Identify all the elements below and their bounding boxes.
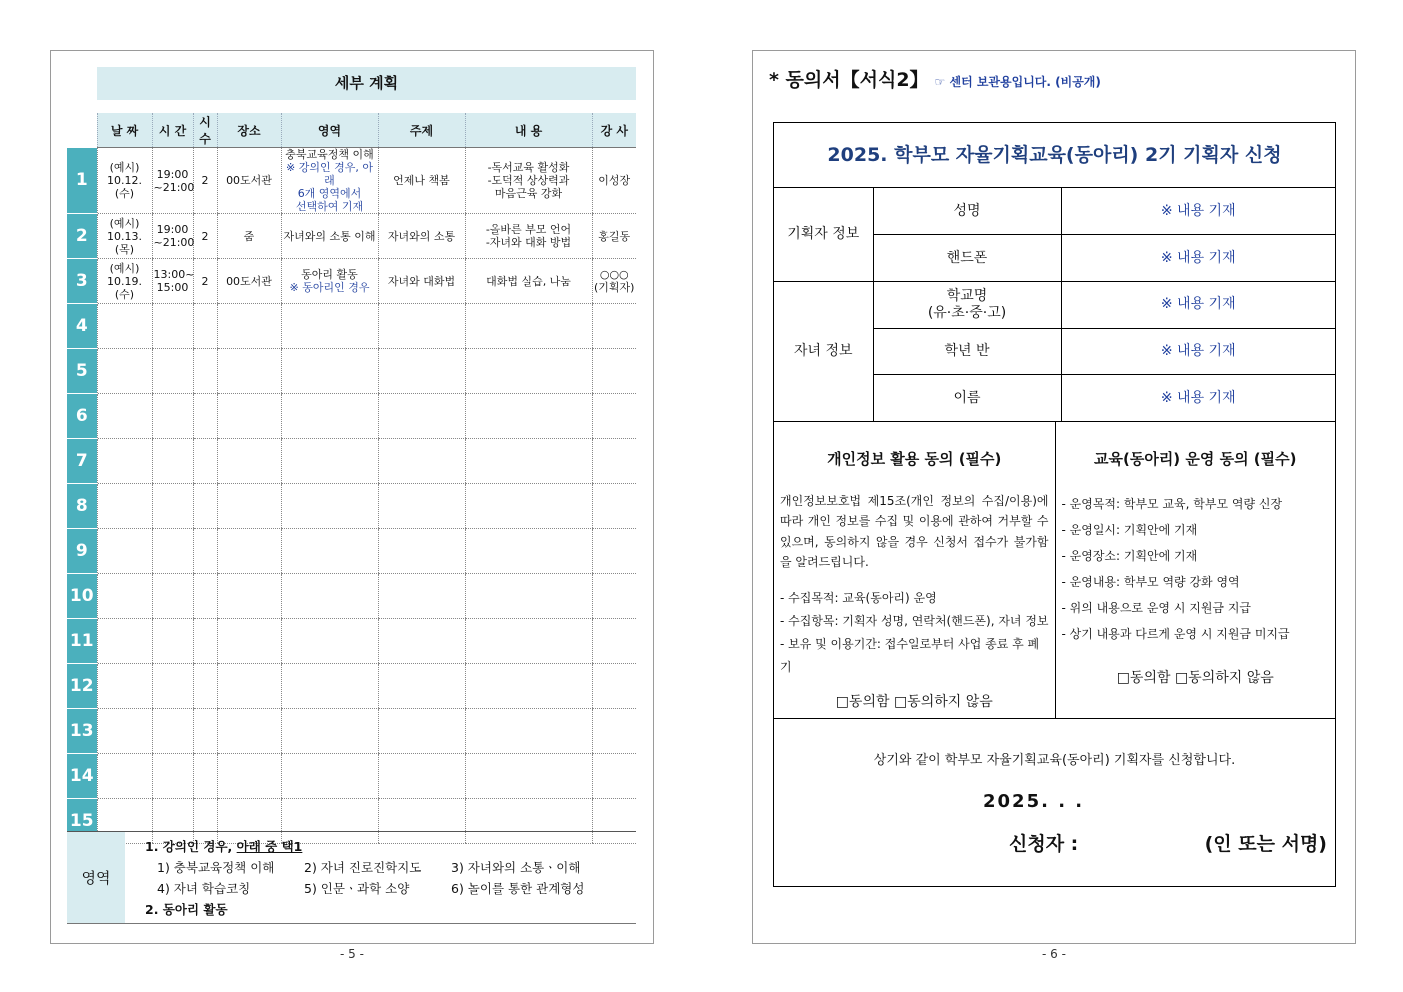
- cell-instructor[interactable]: [592, 664, 636, 709]
- operation-consent-list: [1062, 491, 1330, 647]
- applicant-label: 신청자 :: [1009, 832, 1079, 855]
- row-number: 14: [67, 754, 97, 799]
- cell-content[interactable]: -독서교육 활성화 -도덕적 상상력과 마음근육 강화: [465, 148, 592, 214]
- list-item: - 위의 내용으로 운영 시 지원금 지급: [1061, 600, 1252, 615]
- cell-content[interactable]: [465, 349, 592, 394]
- column-header: 주제: [378, 113, 465, 148]
- cell-instructor[interactable]: [592, 619, 636, 664]
- column-header: 시수: [193, 113, 217, 148]
- area-box: [67, 831, 636, 924]
- info-table: [774, 188, 1335, 422]
- cell-place[interactable]: [217, 664, 281, 709]
- column-header: 시 간: [152, 113, 193, 148]
- cell-place[interactable]: 00도서관: [217, 148, 281, 214]
- cell-topic[interactable]: 자녀와 대화법: [378, 259, 465, 304]
- cell-instructor[interactable]: [592, 439, 636, 484]
- table-row: [67, 709, 636, 754]
- list-item: - 운영내용: 학부모 역량 강화 영역: [1061, 574, 1240, 589]
- cell-topic[interactable]: [378, 574, 465, 619]
- cell-topic[interactable]: [378, 349, 465, 394]
- privacy-consent: [774, 422, 1055, 718]
- list-item: - 운영일시: 기획안에 기재: [1061, 522, 1198, 537]
- cell-place[interactable]: [217, 304, 281, 349]
- cell-content[interactable]: [465, 664, 592, 709]
- cell-hours[interactable]: [193, 484, 217, 529]
- cell-area[interactable]: [281, 484, 378, 529]
- row-number: 12: [67, 664, 97, 709]
- field-value[interactable]: ※ 내용 기재: [1061, 328, 1335, 375]
- cell-date[interactable]: (예시) 10.13.(목): [97, 214, 152, 259]
- cell-time[interactable]: 13:00~ 15:00: [152, 259, 193, 304]
- cell-instructor[interactable]: [592, 754, 636, 799]
- privacy-consent-list: [780, 587, 1049, 679]
- column-header: 영역: [281, 113, 378, 148]
- cell-content[interactable]: [465, 709, 592, 754]
- cell-place[interactable]: 줌: [217, 214, 281, 259]
- cell-place[interactable]: [217, 709, 281, 754]
- planner-info-label: 기획자 정보: [774, 188, 873, 281]
- field-label: 핸드폰: [873, 235, 1061, 282]
- field-label: 성명: [873, 188, 1061, 235]
- cell-place[interactable]: [217, 754, 281, 799]
- cell-content[interactable]: [465, 439, 592, 484]
- area-items-row-2: [145, 878, 584, 899]
- table-row: [67, 754, 636, 799]
- cell-instructor[interactable]: [592, 304, 636, 349]
- cell-hours[interactable]: [193, 529, 217, 574]
- cell-instructor[interactable]: [592, 574, 636, 619]
- area-note: ※ 동아리인 경우: [289, 281, 370, 294]
- row-number: 10: [67, 574, 97, 619]
- cell-date[interactable]: (예시) 10.12.(수): [97, 148, 152, 214]
- cell-instructor[interactable]: [592, 529, 636, 574]
- cell-content[interactable]: [465, 304, 592, 349]
- cell-hours[interactable]: 2: [193, 214, 217, 259]
- list-item: - 운영목적: 학부모 교육, 학부모 역량 신장: [1061, 496, 1283, 511]
- signature-section: [774, 719, 1335, 887]
- column-header: 강 사: [592, 113, 636, 148]
- cell-hours[interactable]: [193, 574, 217, 619]
- cell-area[interactable]: [281, 754, 378, 799]
- privacy-consent-title: 개인정보 활용 동의 (필수): [827, 449, 1002, 468]
- row-number: 3: [67, 259, 97, 304]
- privacy-consent-body: 개인정보보호법 제15조(개인 정보의 수집/이용)에 따라 개인 정보를 수집 및 이용에 관하여 거부할 수 있으며, 동의하지 않을 경우 신청서 접수가 불가함을 알려드립니다.: [780, 493, 1049, 570]
- cell-time[interactable]: [152, 619, 193, 664]
- cell-area[interactable]: [281, 148, 378, 214]
- cell-topic[interactable]: [378, 664, 465, 709]
- cell-hours[interactable]: [193, 664, 217, 709]
- field-label: 학교명 (유·초·중·고): [873, 281, 1061, 328]
- area-item: 5) 인문ㆍ과학 소양: [304, 881, 410, 896]
- cell-date[interactable]: [97, 754, 152, 799]
- table-row: [67, 349, 636, 394]
- cell-time[interactable]: 19:00 ~21:00: [152, 214, 193, 259]
- cell-content[interactable]: [465, 484, 592, 529]
- cell-hours[interactable]: [193, 394, 217, 439]
- area-item: 4) 자녀 학습코칭: [157, 881, 251, 896]
- child-info-label: 자녀 정보: [774, 281, 873, 421]
- cell-date[interactable]: [97, 394, 152, 439]
- cell-hours[interactable]: [193, 754, 217, 799]
- table-row: [67, 214, 636, 259]
- row-number: 5: [67, 349, 97, 394]
- cell-date[interactable]: [97, 574, 152, 619]
- header-blank: [67, 113, 97, 148]
- plan-table: [67, 113, 636, 844]
- cell-content[interactable]: 대화법 실습, 나눔: [465, 259, 592, 304]
- cell-time[interactable]: [152, 754, 193, 799]
- form-title: 2025. 학부모 자율기획교육(동아리) 2기 기획자 신청: [774, 123, 1335, 188]
- list-item: - 보유 및 이용기간: 접수일로부터 사업 종료 후 폐기: [780, 636, 1040, 674]
- area-item: 1) 충북교육정책 이해: [157, 860, 275, 875]
- list-item: - 상기 내용과 다르게 운영 시 지원금 미지급: [1061, 626, 1290, 641]
- cell-instructor[interactable]: [592, 349, 636, 394]
- table-row: [67, 664, 636, 709]
- row-number: 11: [67, 619, 97, 664]
- cell-content[interactable]: [465, 754, 592, 799]
- row-number: 4: [67, 304, 97, 349]
- cell-time[interactable]: [152, 304, 193, 349]
- page-number-5: - 5 -: [340, 947, 364, 961]
- cell-place[interactable]: [217, 439, 281, 484]
- row-number: 9: [67, 529, 97, 574]
- cell-area[interactable]: [281, 304, 378, 349]
- page-6: [752, 50, 1356, 944]
- cell-date[interactable]: (예시) 10.19.(수): [97, 259, 152, 304]
- field-label: 이름: [873, 375, 1061, 422]
- row-number: 7: [67, 439, 97, 484]
- area-label: 영역: [67, 832, 125, 923]
- application-date[interactable]: 2025. . .: [983, 790, 1085, 812]
- table-row: [67, 439, 636, 484]
- cell-area[interactable]: [281, 709, 378, 754]
- operation-consent-title: 교육(동아리) 운영 동의 (필수): [1094, 449, 1297, 468]
- cell-hours[interactable]: [193, 304, 217, 349]
- cell-topic[interactable]: [378, 619, 465, 664]
- cell-topic[interactable]: [378, 754, 465, 799]
- field-value[interactable]: ※ 내용 기재: [1061, 235, 1335, 282]
- cell-area[interactable]: [281, 574, 378, 619]
- list-item: - 운영장소: 기획안에 기재: [1061, 548, 1198, 563]
- row-number: 8: [67, 484, 97, 529]
- info-row: [774, 281, 1335, 328]
- area-item: 2) 자녀 진로진학지도: [304, 860, 422, 875]
- cell-content[interactable]: [465, 574, 592, 619]
- cell-time[interactable]: [152, 484, 193, 529]
- cell-area[interactable]: [281, 259, 378, 304]
- field-value[interactable]: ※ 내용 기재: [1061, 375, 1335, 422]
- cell-area[interactable]: [281, 664, 378, 709]
- cell-area[interactable]: [281, 394, 378, 439]
- area-line-1-prefix: 1. 강의인 경우,: [145, 839, 237, 854]
- consent-section: [774, 422, 1335, 719]
- cell-topic[interactable]: [378, 439, 465, 484]
- page-5: [50, 50, 654, 944]
- cell-time[interactable]: [152, 664, 193, 709]
- cell-instructor[interactable]: [592, 484, 636, 529]
- cell-place[interactable]: [217, 349, 281, 394]
- area-line-1-underline: 아래 중 택1: [236, 839, 303, 854]
- heading-note: ☞ 센터 보관용입니다. (비공개): [934, 75, 1101, 89]
- operation-consent: [1055, 422, 1336, 718]
- cell-date[interactable]: [97, 439, 152, 484]
- cell-instructor[interactable]: ○○○ (기획자): [592, 259, 636, 304]
- table-row: [67, 394, 636, 439]
- cell-topic[interactable]: 자녀와의 소통: [378, 214, 465, 259]
- row-number: 13: [67, 709, 97, 754]
- cell-date[interactable]: [97, 664, 152, 709]
- field-value[interactable]: ※ 내용 기재: [1061, 188, 1335, 235]
- cell-topic[interactable]: [378, 304, 465, 349]
- cell-instructor[interactable]: 이성장: [592, 148, 636, 214]
- cell-instructor[interactable]: [592, 709, 636, 754]
- row-number: 1: [67, 148, 97, 214]
- operation-consent-checkboxes[interactable]: □동의함 □동의하지 않음: [1116, 669, 1274, 686]
- cell-area[interactable]: [281, 529, 378, 574]
- seal-label[interactable]: (인 또는 서명): [1204, 832, 1327, 855]
- cell-time[interactable]: [152, 349, 193, 394]
- area-note: ※ 강의인 경우, 아래 6개 영역에서 선택하여 기재: [286, 161, 373, 213]
- area-line-2: 2. 동아리 활동: [145, 902, 228, 917]
- table-row: [67, 529, 636, 574]
- cell-date[interactable]: [97, 709, 152, 754]
- cell-hours[interactable]: [193, 439, 217, 484]
- cell-date[interactable]: [97, 619, 152, 664]
- cell-hours[interactable]: 2: [193, 259, 217, 304]
- plan-header-row: [67, 113, 636, 148]
- cell-hours[interactable]: 2: [193, 148, 217, 214]
- area-item: 6) 놀이를 통한 관계형성: [451, 881, 585, 896]
- cell-content[interactable]: [465, 394, 592, 439]
- cell-place[interactable]: [217, 529, 281, 574]
- area-line-1: [145, 836, 584, 857]
- cell-topic[interactable]: 언제나 책봄: [378, 148, 465, 214]
- consent-form: [773, 122, 1336, 887]
- cell-topic[interactable]: [378, 394, 465, 439]
- cell-area[interactable]: [281, 349, 378, 394]
- cell-topic[interactable]: [378, 484, 465, 529]
- area-main: 동아리 활동: [301, 268, 358, 281]
- field-value[interactable]: ※ 내용 기재: [1061, 281, 1335, 328]
- cell-date[interactable]: [97, 529, 152, 574]
- area-main: 자녀와의 소통 이해: [283, 229, 376, 243]
- row-number: 2: [67, 214, 97, 259]
- table-row: [67, 259, 636, 304]
- cell-topic[interactable]: [378, 709, 465, 754]
- cell-hours[interactable]: [193, 709, 217, 754]
- cell-content[interactable]: -올바른 부모 언어 -자녀와 대화 방법: [465, 214, 592, 259]
- area-items-row-1: [145, 857, 584, 878]
- cell-place[interactable]: [217, 394, 281, 439]
- page-number-6: - 6 -: [1042, 947, 1066, 961]
- cell-instructor[interactable]: 홍길동: [592, 214, 636, 259]
- cell-time[interactable]: [152, 439, 193, 484]
- cell-date[interactable]: [97, 349, 152, 394]
- cell-date[interactable]: [97, 484, 152, 529]
- cell-area[interactable]: [281, 214, 378, 259]
- consent-heading-text: * 동의서【서식2】: [769, 69, 929, 91]
- plan-title: 세부 계획: [97, 67, 636, 100]
- application-statement: 상기와 같이 학부모 자율기획교육(동아리) 기획자를 신청합니다.: [873, 752, 1236, 768]
- cell-topic[interactable]: [378, 529, 465, 574]
- table-row: [67, 148, 636, 214]
- cell-time[interactable]: [152, 394, 193, 439]
- row-number: 6: [67, 394, 97, 439]
- list-item: - 수집목적: 교육(동아리) 운영: [780, 590, 937, 605]
- cell-place[interactable]: [217, 574, 281, 619]
- cell-time[interactable]: [152, 709, 193, 754]
- field-label: 학년 반: [873, 328, 1061, 375]
- consent-heading: [769, 65, 1101, 92]
- area-main: 충북교육정책 이해: [285, 148, 374, 161]
- info-row: [774, 188, 1335, 235]
- column-header: 내 용: [465, 113, 592, 148]
- cell-hours[interactable]: [193, 619, 217, 664]
- area-content: [125, 832, 584, 923]
- cell-area[interactable]: [281, 439, 378, 484]
- cell-area[interactable]: [281, 619, 378, 664]
- table-row: [67, 574, 636, 619]
- column-header: 날 짜: [97, 113, 152, 148]
- cell-place[interactable]: [217, 484, 281, 529]
- cell-date[interactable]: [97, 304, 152, 349]
- cell-content[interactable]: [465, 529, 592, 574]
- table-row: [67, 619, 636, 664]
- column-header: 장소: [217, 113, 281, 148]
- area-item: 3) 자녀와의 소통ㆍ이해: [451, 860, 581, 875]
- cell-hours[interactable]: [193, 349, 217, 394]
- cell-time[interactable]: [152, 574, 193, 619]
- row-number: 15: [67, 799, 97, 844]
- table-row: [67, 484, 636, 529]
- privacy-consent-checkboxes[interactable]: □동의함 □동의하지 않음: [835, 693, 993, 710]
- cell-time[interactable]: [152, 529, 193, 574]
- cell-instructor[interactable]: [592, 394, 636, 439]
- cell-content[interactable]: [465, 619, 592, 664]
- cell-time[interactable]: 19:00 ~21:00: [152, 148, 193, 214]
- table-row: [67, 304, 636, 349]
- cell-place[interactable]: [217, 619, 281, 664]
- cell-place[interactable]: 00도서관: [217, 259, 281, 304]
- list-item: - 수집항목: 기획자 성명, 연락처(핸드폰), 자녀 정보: [780, 613, 1049, 628]
